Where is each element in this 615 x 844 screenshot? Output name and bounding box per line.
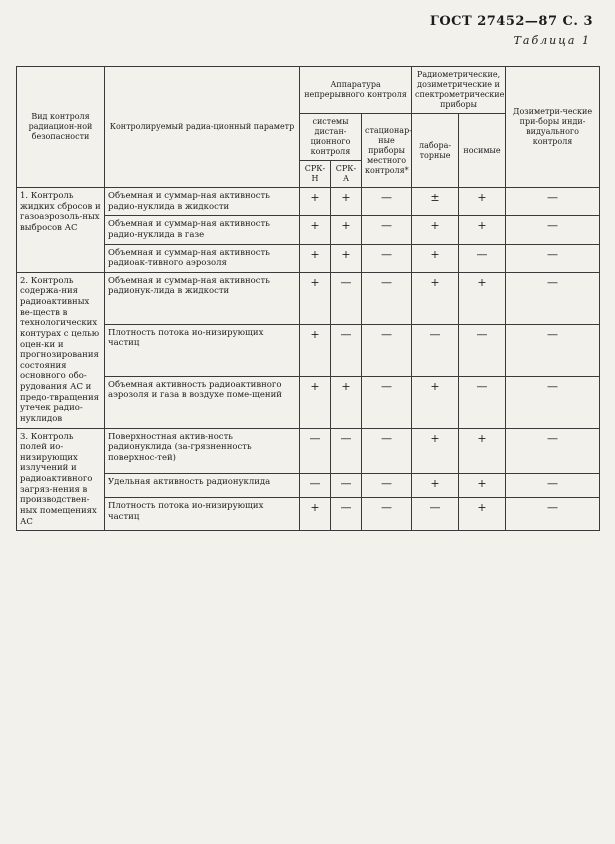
mark-cell: — (506, 473, 600, 497)
parameter-cell: Объемная и суммар-ная активность радиоак-тивного аэрозоля (105, 244, 300, 272)
mark-cell: + (300, 376, 331, 428)
header-srk-a: СРК-А (331, 161, 362, 188)
mark-cell: + (300, 216, 331, 244)
parameter-cell: Плотность потока ио-низирующих частиц (105, 498, 300, 531)
mark-cell: — (362, 216, 412, 244)
mark-cell: + (459, 498, 506, 531)
radiation-control-table (16, 66, 600, 531)
mark-cell: + (412, 376, 459, 428)
mark-cell: — (362, 324, 412, 376)
mark-cell: — (331, 324, 362, 376)
table-body (17, 188, 600, 531)
mark-cell: — (506, 498, 600, 531)
control-kind-cell: 1. Контроль жидких сбросов и газоаэрозоль-ных выбросов АС (17, 188, 105, 273)
header-individual: Дозиметри-ческие при-боры инди-видуального контроля (506, 67, 600, 188)
mark-cell: + (331, 244, 362, 272)
table-row (17, 498, 600, 531)
table-row (17, 376, 600, 428)
mark-cell: ± (412, 188, 459, 216)
mark-cell: + (412, 428, 459, 473)
header-lab: лабора-торные (412, 114, 459, 188)
control-kind-cell: 3. Контроль полей ио-низирующих излучений и радиоактивного загряз-нения в производствен-ных помещениях АС (17, 428, 105, 531)
mark-cell: — (506, 188, 600, 216)
mark-cell: + (459, 272, 506, 324)
mark-cell: + (331, 188, 362, 216)
mark-cell: — (459, 324, 506, 376)
parameter-cell: Объемная и суммар-ная активность радио-нуклида в жидкости (105, 188, 300, 216)
header-kind: Вид контроля радиацион-ной безопасности (17, 67, 105, 188)
mark-cell: — (362, 244, 412, 272)
header-remote: системы дистан-ционного контроля (300, 114, 362, 161)
mark-cell: — (506, 216, 600, 244)
parameter-cell: Объемная и суммар-ная активность радио-нуклида в газе (105, 216, 300, 244)
mark-cell: — (412, 324, 459, 376)
mark-cell: + (300, 188, 331, 216)
mark-cell: — (459, 244, 506, 272)
header-apparatus: Аппаратура непрерывного контроля (300, 67, 412, 114)
header-portable: носимые (459, 114, 506, 188)
mark-cell: — (362, 428, 412, 473)
mark-cell: — (331, 428, 362, 473)
mark-cell: + (331, 216, 362, 244)
header-param: Контролируемый радиа-ционный параметр (105, 67, 300, 188)
mark-cell: — (362, 473, 412, 497)
parameter-cell: Плотность потока ио-низирующих частиц (105, 324, 300, 376)
mark-cell: — (459, 376, 506, 428)
mark-cell: + (459, 216, 506, 244)
mark-cell: — (412, 498, 459, 531)
mark-cell: + (412, 272, 459, 324)
mark-cell: + (300, 272, 331, 324)
page-header: ГОСТ 27452—87 С. 3 (429, 14, 593, 29)
mark-cell: — (300, 428, 331, 473)
mark-cell: — (506, 376, 600, 428)
mark-cell: — (331, 272, 362, 324)
mark-cell: — (506, 272, 600, 324)
header-srk-n: СРК-Н (300, 161, 331, 188)
mark-cell: + (331, 376, 362, 428)
mark-cell: + (412, 244, 459, 272)
mark-cell: — (506, 244, 600, 272)
table-row (17, 216, 600, 244)
mark-cell: — (362, 188, 412, 216)
mark-cell: — (362, 272, 412, 324)
mark-cell: + (412, 473, 459, 497)
header-radiometric: Радиометрические, дозиметрические и спектрометрические приборы (412, 67, 506, 114)
control-kind-cell: 2. Контроль содержа-ния радиоактивных ве-ществ в технологических контурах с целью оцен-ки и прогнозирования состояния основного обо-рудования АС и предо-твращения утечек радио-нуклидов (17, 272, 105, 428)
parameter-cell: Объемная активность радиоактивного аэрозоля и газа в воздухе поме-щений (105, 376, 300, 428)
mark-cell: — (331, 498, 362, 531)
table-row (17, 473, 600, 497)
mark-cell: + (459, 188, 506, 216)
mark-cell: — (362, 376, 412, 428)
table-row (17, 428, 600, 473)
mark-cell: + (300, 244, 331, 272)
mark-cell: — (300, 473, 331, 497)
mark-cell: — (331, 473, 362, 497)
mark-cell: + (459, 473, 506, 497)
parameter-cell: Объемная и суммар-ная активность радионук-лида в жидкости (105, 272, 300, 324)
table-row (17, 188, 600, 216)
mark-cell: + (300, 324, 331, 376)
mark-cell: + (459, 428, 506, 473)
mark-cell: + (412, 216, 459, 244)
table-row (17, 244, 600, 272)
header-stationary: стационар-ные приборы местного контроля* (362, 114, 412, 188)
table-title: Таблица 1 (513, 34, 591, 47)
table-row (17, 324, 600, 376)
parameter-cell: Удельная активность радионуклида (105, 473, 300, 497)
table-row (17, 272, 600, 324)
parameter-cell: Поверхностная актив-ность радионуклида (за-грязненность поверхнос-тей) (105, 428, 300, 473)
mark-cell: — (506, 428, 600, 473)
mark-cell: — (506, 324, 600, 376)
mark-cell: — (362, 498, 412, 531)
mark-cell: + (300, 498, 331, 531)
